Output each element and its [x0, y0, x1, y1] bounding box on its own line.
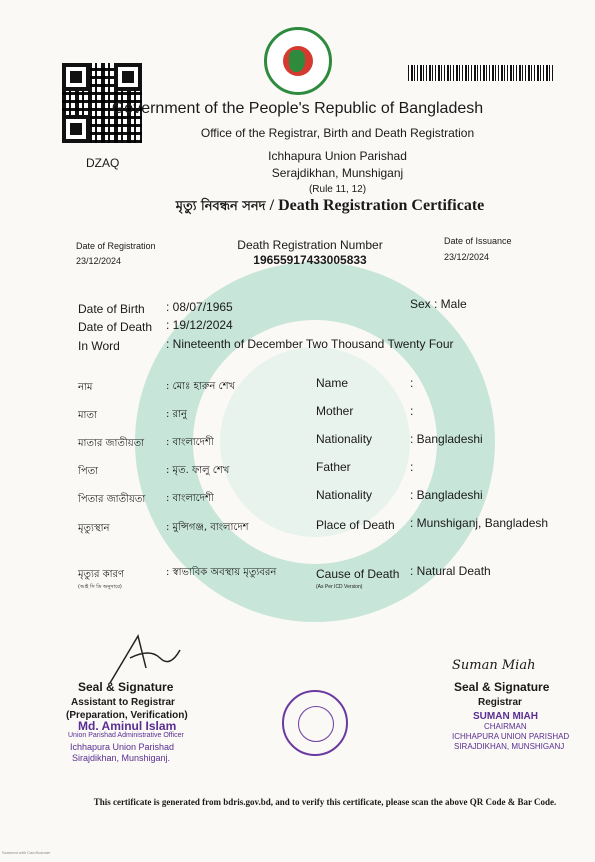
- death-date-value: : 19/12/2024: [166, 318, 233, 332]
- father-en-value: :: [410, 460, 414, 474]
- header-office: Office of the Registrar, Birth and Death Registration: [200, 126, 475, 140]
- father-nationality-bn-label: পিতার জাতীয়তা: [78, 494, 146, 505]
- scanner-watermark: Scanned with CamScanner: [2, 850, 51, 855]
- cause-bn-note: (আই সি ডি অনুসারে): [78, 584, 122, 590]
- cause-en-label: Cause of Death: [316, 567, 400, 581]
- sex-value: Sex : Male: [410, 297, 467, 311]
- mother-bn-value: : রানু: [166, 409, 187, 420]
- place-of-death-bn-value: : মুন্সিগঞ্জ, বাংলাদেশ: [166, 522, 249, 533]
- header-rule: (Rule 11, 12): [308, 184, 367, 195]
- father-bn-label: পিতা: [78, 466, 99, 477]
- father-nationality-en-value: : Bangladeshi: [410, 488, 483, 502]
- issuance-date-label: Date of Issuance: [444, 236, 512, 246]
- death-date-label: Date of Death: [78, 320, 153, 334]
- place-of-death-en-label: Place of Death: [316, 518, 395, 532]
- cause-en-value: : Natural Death: [410, 564, 491, 578]
- registration-number-label: Death Registration Number: [237, 238, 383, 252]
- mother-bn-label: মাতা: [78, 410, 97, 421]
- registrar-signature: Suman Miah: [452, 658, 536, 673]
- left-sign-sub: (Preparation, Verification): [66, 710, 188, 721]
- place-of-death-bn-label: মৃত্যুস্থান: [78, 523, 110, 534]
- cause-bn-value: : স্বাভাবিক অবস্থায় মৃত্যুবরন: [166, 567, 277, 578]
- father-en-label: Father: [316, 460, 351, 474]
- mother-en-label: Mother: [316, 404, 354, 418]
- father-nationality-bn-value: : বাংলাদেশী: [166, 493, 214, 504]
- left-sign-designation: Union Parishad Administrative Officer: [68, 732, 184, 739]
- birth-date-label: Date of Birth: [78, 302, 145, 316]
- watermark-center: [220, 347, 410, 537]
- barcode: [408, 65, 553, 81]
- right-sign-name: SUMAN MIAH: [473, 711, 538, 722]
- government-seal: [264, 27, 332, 95]
- header-title: Government of the People's Republic of Bangladesh: [111, 100, 484, 117]
- inword-value: : Nineteenth of December Two Thousand Twenty Four: [166, 337, 454, 351]
- right-sign-role: Registrar: [478, 697, 522, 708]
- mother-nationality-en-label: Nationality: [316, 432, 373, 446]
- right-sign-place: SIRAJDIKHAN, MUNSHIGANJ: [454, 742, 565, 751]
- left-sign-name: Md. Aminul Islam: [78, 719, 177, 733]
- father-bn-value: : মৃত. ফালু শেখ: [166, 465, 230, 476]
- name-bn-value: : মোঃ হারুন শেখ: [166, 381, 236, 392]
- left-sign-place: Sirajdikhan, Munshiganj.: [72, 753, 171, 763]
- issuance-date-value: 23/12/2024: [444, 252, 490, 262]
- union-parishad-stamp: [282, 690, 348, 756]
- registration-date-label: Date of Registration: [76, 241, 156, 251]
- right-sign-designation: CHAIRMAN: [484, 722, 527, 731]
- place-of-death-en-value: : Munshiganj, Bangladesh: [410, 516, 549, 530]
- left-sign-title: Seal & Signature: [78, 680, 174, 694]
- inword-label: In Word: [78, 339, 120, 353]
- certificate-title: মৃত্যু নিবন্ধন সনদ / Death Registration Certificate: [175, 197, 485, 214]
- qr-label: DZAQ: [86, 156, 120, 170]
- footer-note: This certificate is generated from bdris.gov.bd, and to verify this certificate, please scan the above QR Code & Bar Code.: [93, 797, 557, 807]
- name-en-value: :: [410, 376, 414, 390]
- registration-date-value: 23/12/2024: [76, 256, 122, 266]
- header-union: Ichhapura Union Parishad: [268, 149, 407, 163]
- left-sign-office: Ichhapura Union Parishad: [70, 742, 175, 752]
- cause-bn-label: মৃত্যুর কারণ: [78, 569, 125, 580]
- mother-nationality-bn-label: মাতার জাতীয়তা: [78, 438, 145, 449]
- left-sign-role: Assistant to Registrar: [71, 697, 175, 708]
- right-sign-office: ICHHAPURA UNION PARISHAD: [452, 732, 570, 741]
- cause-en-note: (As Per ICD Version): [316, 584, 363, 590]
- father-nationality-en-label: Nationality: [316, 488, 373, 502]
- registration-number-value: 19655917433005833: [253, 253, 367, 267]
- name-en-label: Name: [316, 376, 349, 390]
- assistant-signature: [100, 628, 190, 688]
- mother-nationality-en-value: : Bangladeshi: [410, 432, 483, 446]
- mother-en-value: :: [410, 404, 414, 418]
- right-sign-title: Seal & Signature: [454, 680, 550, 694]
- name-bn-label: নাম: [78, 382, 93, 393]
- mother-nationality-bn-value: : বাংলাদেশী: [166, 437, 214, 448]
- birth-date-value: : 08/07/1965: [166, 300, 233, 314]
- header-location: Serajdikhan, Munshiganj: [271, 166, 404, 180]
